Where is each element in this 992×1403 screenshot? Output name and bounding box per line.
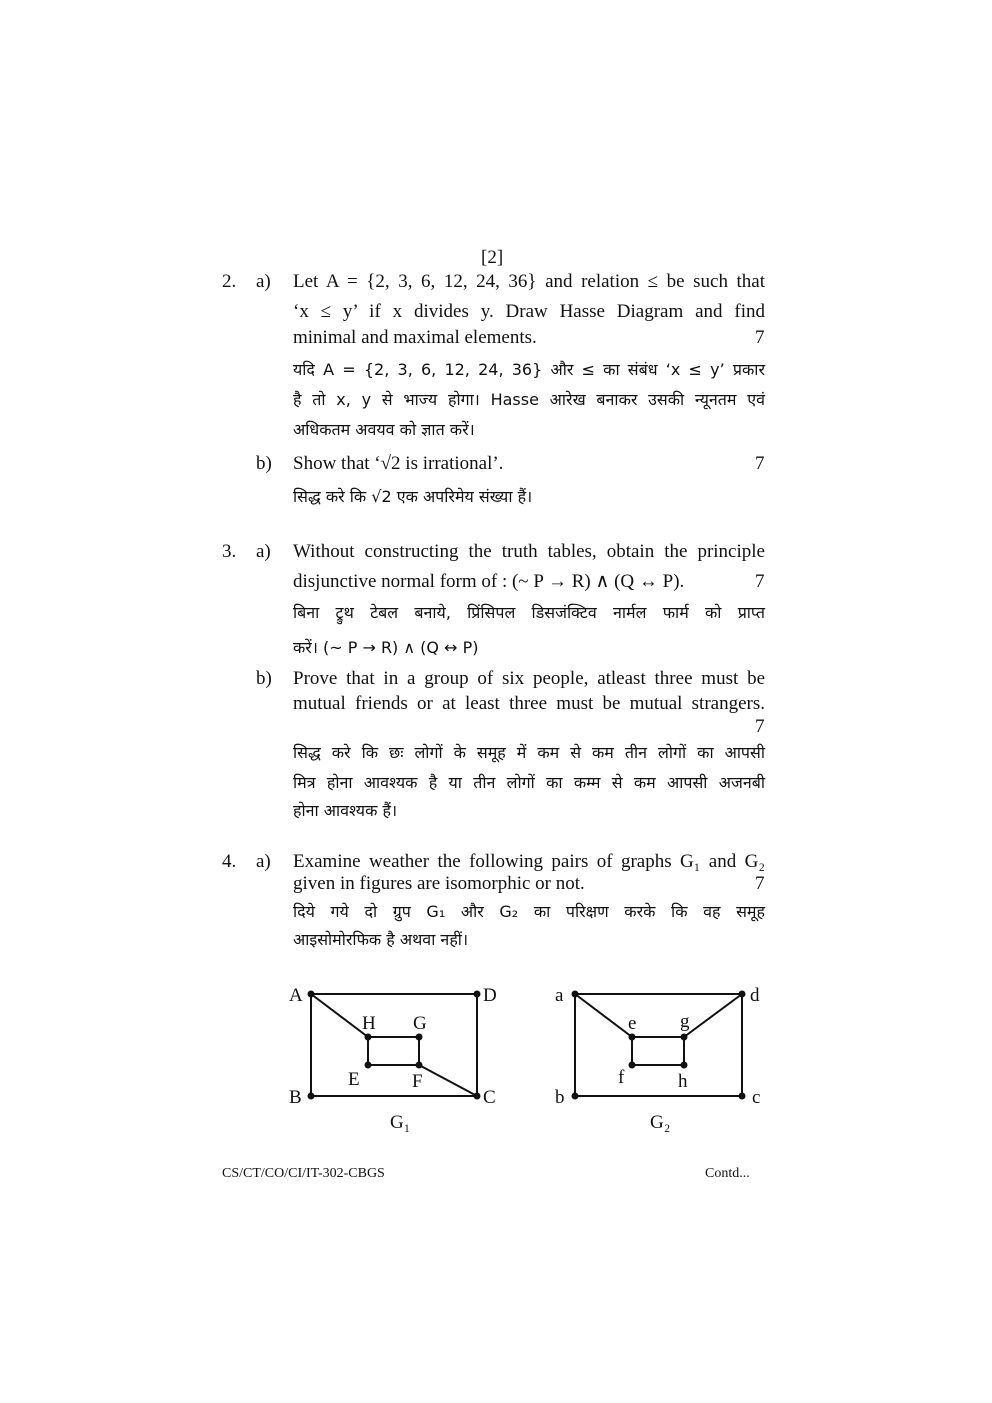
question-text: given in figures are isomorphic or not.	[293, 873, 585, 894]
marks: 7	[755, 716, 765, 737]
question-text-hindi: है तो x, y से भाज्य होगा। Hasse आरेख बनाकर उसकी न्यूनतम एवं	[293, 390, 765, 409]
graph-vertex	[308, 991, 315, 998]
graph-vertex	[629, 1062, 636, 1069]
question-text-hindi: आइसोमोरफिक है अथवा नहीं।	[293, 930, 469, 949]
graph-vertex	[416, 1034, 423, 1041]
question-text-hindi: दिये गये दो ग्रुप G₁ और G₂ का परिक्षण करके कि वह समूह	[293, 902, 765, 921]
question-text-hindi: अधिकतम अवयव को ज्ञात करें।	[293, 420, 475, 439]
part-label: b)	[256, 668, 272, 689]
question-number: 4.	[222, 851, 237, 872]
question-text: Examine weather the following pairs of graphs G₁ and G₂	[293, 851, 765, 872]
question-text-hindi: सिद्ध करे कि √2 एक अपरिमेय संख्या हैं।	[293, 487, 533, 506]
vertex-label: D	[483, 985, 497, 1006]
question-text: Without constructing the truth tables, obtain the principle	[293, 541, 765, 562]
vertex-label: c	[752, 1087, 761, 1108]
vertex-label: B	[289, 1087, 302, 1108]
vertex-label: h	[678, 1071, 688, 1092]
figure-caption: G₂	[650, 1112, 671, 1133]
question-text: ‘x ≤ y’ if x divides y. Draw Hasse Diagram and find	[293, 301, 765, 322]
graph-vertex	[629, 1034, 636, 1041]
vertex-label: e	[628, 1013, 637, 1034]
part-label: a)	[256, 271, 271, 292]
part-label: b)	[256, 453, 272, 474]
vertex-label: b	[555, 1087, 565, 1108]
question-number: 2.	[222, 271, 237, 292]
graph-edge	[684, 994, 742, 1037]
vertex-label: a	[555, 985, 564, 1006]
marks: 7	[755, 571, 765, 592]
graph-edge	[575, 994, 632, 1037]
continued-note: Contd...	[705, 1166, 750, 1181]
graph-vertex	[474, 991, 481, 998]
graph-vertex	[681, 1062, 688, 1069]
page-number: [2]	[481, 247, 504, 268]
question-text: Let A = {2, 3, 6, 12, 24, 36} and relation ≤ be such that	[293, 271, 765, 292]
question-text-hindi: मित्र होना आवश्यक है या तीन लोगों का कम्म से कम आपसी अजनबी	[293, 773, 765, 792]
graph-vertex	[474, 1093, 481, 1100]
part-label: a)	[256, 541, 271, 562]
graph-edge	[419, 1065, 477, 1096]
vertex-label: d	[750, 985, 760, 1006]
question-text-hindi: सिद्ध करे कि छः लोगों के समूह में कम से कम तीन लोगों का आपसी	[293, 743, 765, 762]
vertex-label: G	[413, 1013, 427, 1034]
question-text-hindi: करें। (~ P → R) ∧ (Q ↔ P)	[293, 638, 479, 657]
vertex-label: f	[618, 1067, 625, 1088]
vertex-label: C	[483, 1087, 496, 1108]
part-label: a)	[256, 851, 271, 872]
graph-vertex	[572, 1093, 579, 1100]
question-text: Prove that in a group of six people, atleast three must be	[293, 668, 765, 689]
question-text-hindi: यदि A = {2, 3, 6, 12, 24, 36} और ≤ का संबंध ‘x ≤ y’ प्रकार	[293, 360, 765, 379]
marks: 7	[755, 327, 765, 348]
question-text-hindi: होना आवश्यक हैं।	[293, 801, 398, 820]
question-number: 3.	[222, 541, 237, 562]
vertex-label: H	[362, 1013, 376, 1034]
question-text: disjunctive normal form of : (~ P → R) ∧ (Q ↔ P).	[293, 571, 685, 592]
question-text: Show that ‘√2 is irrational’.	[293, 453, 504, 474]
question-text: minimal and maximal elements.	[293, 327, 537, 348]
vertex-label: E	[348, 1069, 360, 1090]
question-text: mutual friends or at least three must be mutual strangers.	[293, 693, 765, 714]
graph-vertex	[681, 1034, 688, 1041]
graph-vertex	[572, 991, 579, 998]
paper-code: CS/CT/CO/CI/IT-302-CBGS	[222, 1166, 385, 1181]
vertex-label: F	[412, 1071, 423, 1092]
vertex-label: A	[289, 985, 303, 1006]
question-text-hindi: बिना ट्रुथ टेबल बनाये, प्रिंसिपल डिसजंक्टिव नार्मल फार्म को प्राप्त	[293, 603, 765, 622]
vertex-label: g	[680, 1011, 690, 1032]
graph-vertex	[365, 1062, 372, 1069]
graph-edge	[311, 994, 368, 1037]
graph-vertex	[739, 991, 746, 998]
marks: 7	[755, 453, 765, 474]
graph-vertex	[416, 1062, 423, 1069]
graph-vertex	[365, 1034, 372, 1041]
graph-vertex	[308, 1093, 315, 1100]
figure-caption: G₁	[390, 1112, 411, 1133]
graph-vertex	[739, 1093, 746, 1100]
marks: 7	[755, 873, 765, 894]
